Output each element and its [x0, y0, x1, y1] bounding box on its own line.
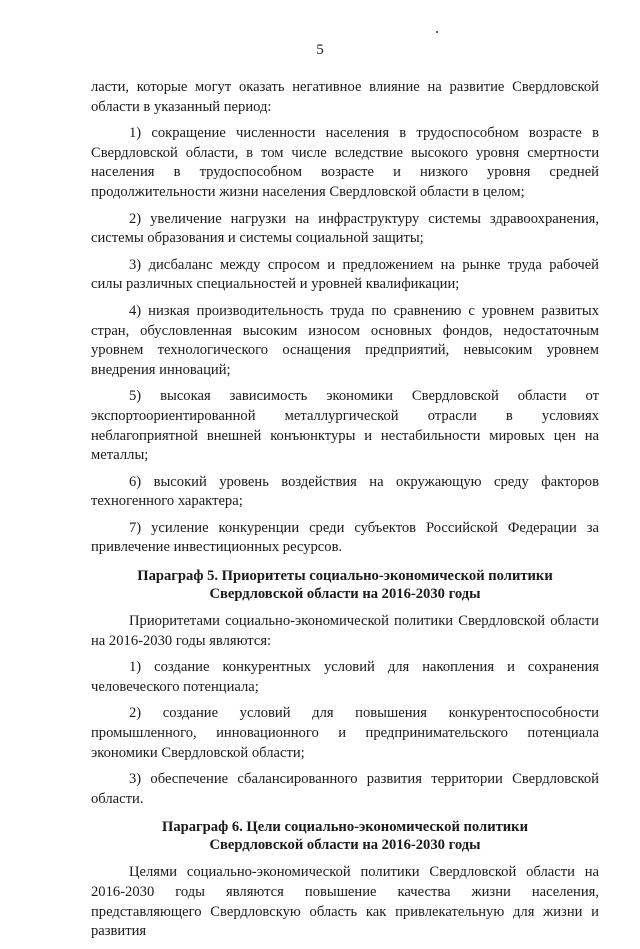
- list-item: 1) создание конкурентных условий для накопления и сохранения человеческого потенциала;: [91, 659, 599, 695]
- section-heading-5: [91, 567, 599, 603]
- body-text: [91, 78, 599, 949]
- list-item: 6) высокий уровень воздействия на окружающую среду факторов техногенного характера;: [91, 473, 599, 510]
- scan-mark: [436, 31, 438, 33]
- section-heading-line: Параграф 6. Цели социально-экономической политики: [161, 819, 529, 836]
- section-heading-line: Свердловской области на 2016-2030 годы: [209, 586, 481, 603]
- list-item: 3) обеспечение сбалансированного развития территории Свердловской области.: [91, 771, 599, 807]
- section-heading-6: [91, 818, 599, 854]
- list-item: 3) дисбаланс между спросом и предложением на рынке труда рабочей силы различных специальностей и уровней квалификации;: [91, 256, 599, 293]
- list-item: 7) усиление конкуренции среди субъектов Российской Федерации за привлечение инвестиционных ресурсов.: [91, 519, 599, 556]
- list-item: 2) создание условий для повышения конкурентоспособности промышленного, инновационного и предпринимательского потенциала экономики Свердловской области;: [91, 705, 599, 761]
- paragraph: Приоритетами социально-экономической политики Свердловской области на 2016-2030 годы являются:: [91, 613, 599, 649]
- section-heading-line: Свердловской области на 2016-2030 годы: [209, 837, 481, 854]
- list-item: 2) увеличение нагрузки на инфраструктуру системы здравоохранения, системы образования и системы социальной защиты;: [91, 210, 599, 247]
- paragraph: Целями социально-экономической политики Свердловской области на 2016-2030 годы являются повышение качества жизни населения, представляющего Свердловскую область как привлекательную для жизни и развития: [91, 864, 599, 940]
- list-item: 4) низкая производительность труда по сравнению с уровнем развитых стран, обусловленная высоким износом основных фондов, недостаточным уровнем технологического оснащения предприятий, невысоким уровнем внедрения инноваций;: [91, 302, 599, 378]
- paragraph: ласти, которые могут оказать негативное влияние на развитие Свердловской области в указанный период:: [91, 79, 599, 115]
- page-number: 5: [316, 42, 324, 58]
- section-heading-line: Параграф 5. Приоритеты социально-экономической политики: [137, 568, 553, 585]
- list-item: 5) высокая зависимость экономики Свердловской области от экспортоориентированной металлургической отрасли в условиях неблагоприятной внешней конъюнктуры и нестабильности мировых цен на металлы;: [91, 388, 599, 464]
- list-item: 1) сокращение численности населения в трудоспособном возрасте в Свердловской области, в том числе вследствие высокого уровня смертности населения в трудоспособном возрасте и низкого уровня средней продолжительности жизни населения Свердловской области в целом;: [91, 125, 599, 200]
